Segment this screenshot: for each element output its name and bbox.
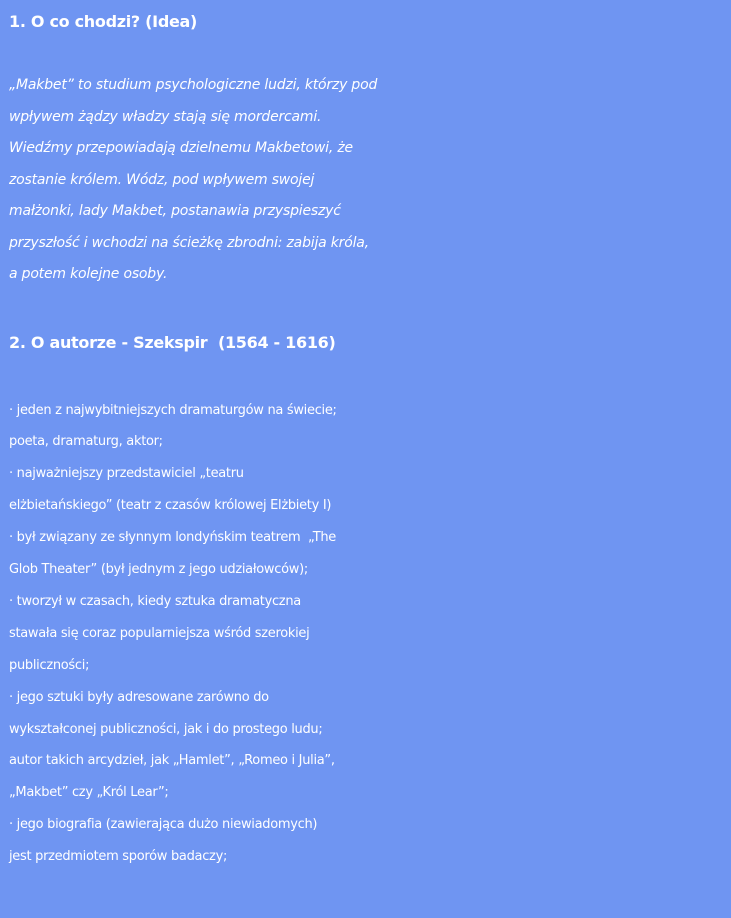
idea-line: wpływem żądzy władzy stają się mordercami.	[9, 108, 322, 125]
bullet-line: · był związany ze słynnym londyńskim teatrem „The	[9, 530, 336, 546]
bullet-line: · jego sztuki były adresowane zarówno do	[9, 689, 269, 705]
author-bullet-list	[9, 395, 731, 874]
section-heading-author: 2. O autorze - Szekspir (1564 - 1616)	[9, 332, 336, 352]
bullet-line: jest przedmiotem sporów badaczy;	[9, 849, 228, 865]
bullet-line: poeta, dramaturg, aktor;	[9, 434, 163, 450]
bullet-line: stawała się coraz popularniejsza wśród szerokiej	[9, 625, 310, 641]
idea-paragraph	[9, 70, 731, 291]
bullet-line: Glob Theater” (był jednym z jego udziałowców);	[9, 562, 308, 578]
bullet-line: · jego biografia (zawierająca dużo niewiadomych)	[9, 817, 318, 833]
bullet-line: elżbietańskiego” (teatr z czasów królowej Elżbiety I)	[9, 498, 332, 514]
bullet-line: · tworzył w czasach, kiedy sztuka dramatyczna	[9, 593, 301, 609]
idea-line: przyszłość i wchodzi na ścieżkę zbrodni: zabija króla,	[9, 234, 369, 251]
bullet-line: „Makbet” czy „Król Lear”;	[9, 785, 169, 801]
bullet-line: autor takich arcydzieł, jak „Hamlet”, „Romeo i Julia”,	[9, 753, 335, 769]
idea-line: zostanie królem. Wódz, pod wpływem swojej	[9, 171, 315, 188]
bullet-line: · najważniejszy przedstawiciel „teatru	[9, 466, 244, 482]
idea-line: a potem kolejne osoby.	[9, 266, 168, 282]
idea-line: Wiedźmy przepowiadają dzielnemu Makbetowi, że	[9, 140, 353, 156]
bullet-line: publiczności;	[9, 657, 90, 673]
bullet-line: wykształconej publiczności, jak i do prostego ludu;	[9, 721, 323, 737]
idea-line: „Makbet” to studium psychologiczne ludzi, którzy pod	[9, 77, 378, 93]
section-heading-idea: 1. O co chodzi? (Idea)	[9, 12, 198, 31]
idea-line: małżonki, lady Makbet, postanawia przyspieszyć	[9, 203, 341, 219]
bullet-line: · jeden z najwybitniejszych dramaturgów na świecie;	[9, 402, 337, 418]
